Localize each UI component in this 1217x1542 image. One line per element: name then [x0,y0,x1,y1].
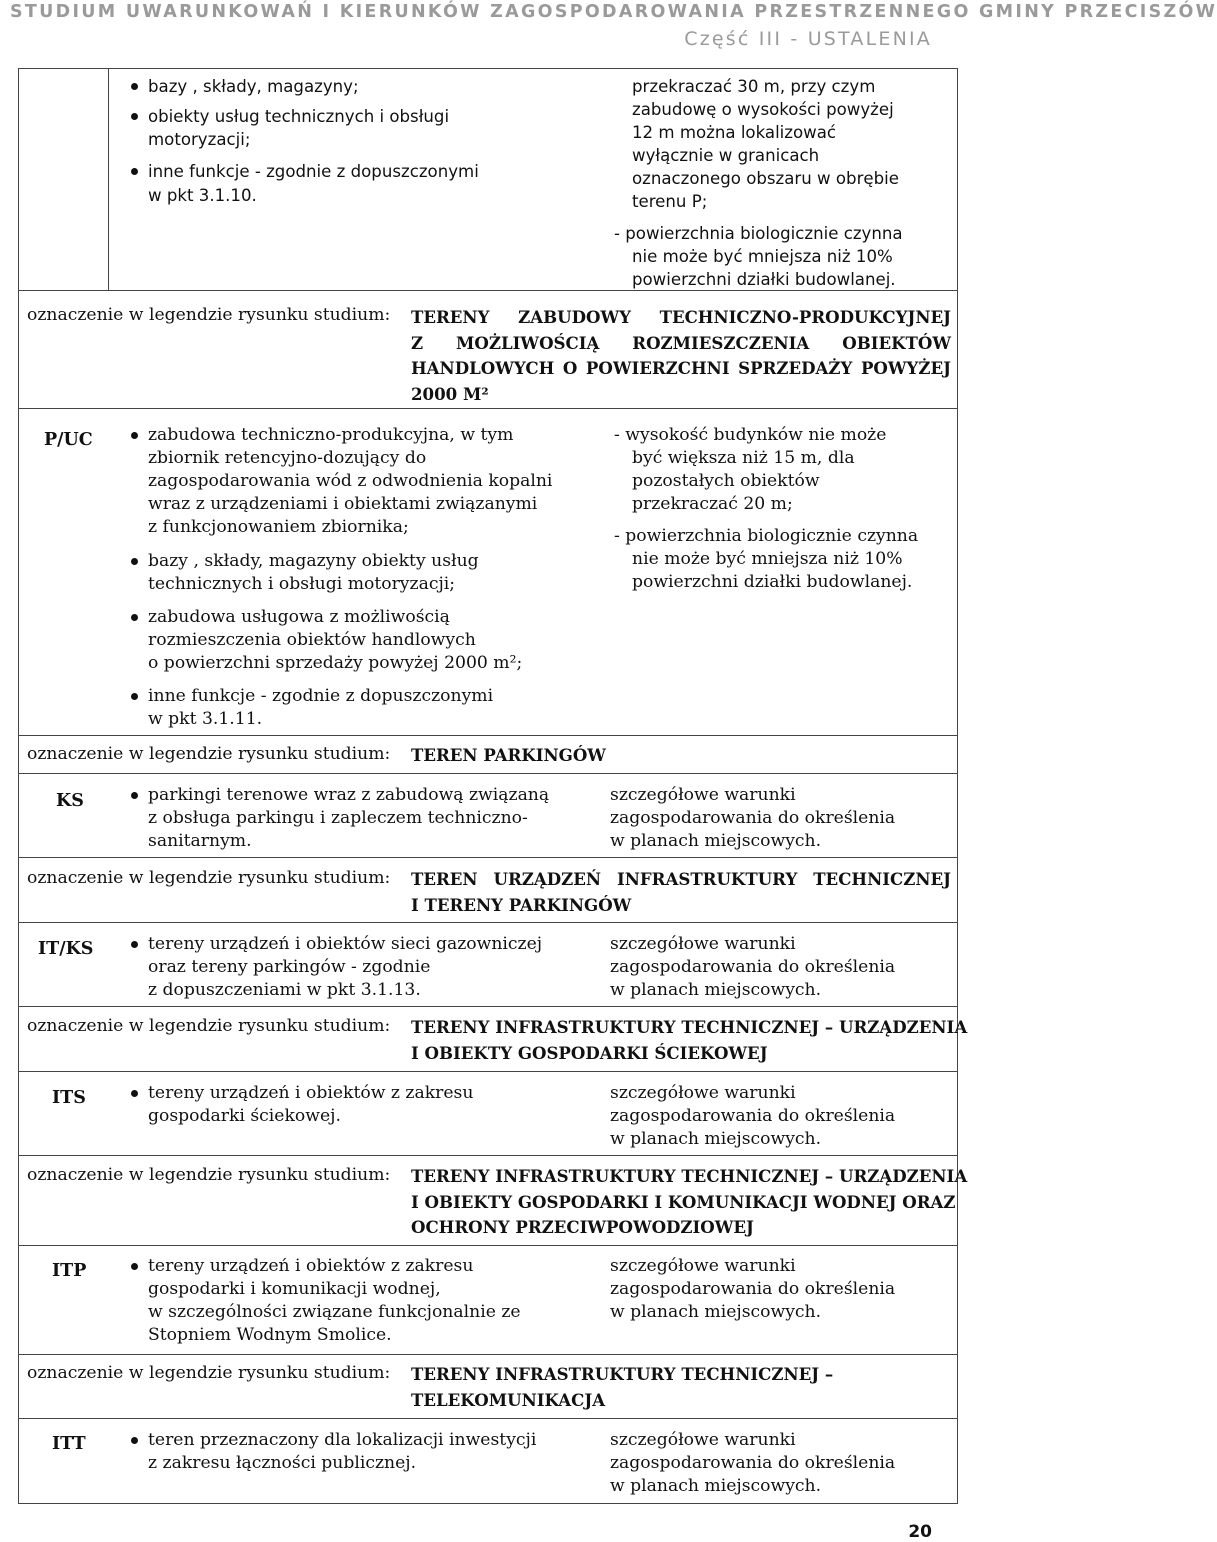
legend-prefix: oznaczenie w legendzie rysunku studium: [27,1016,391,1036]
section-title-line: TERENY INFRASTRUKTURY TECHNICZNEJ – URZĄDZENIA [411,1166,968,1186]
bullet-line: tereny urządzeń i obiektów sieci gazowniczej [148,934,543,954]
top-bullet-line: obiekty usług technicznych i obsługi [148,107,450,126]
section-title [411,1362,951,1413]
top-right-line: 12 m można lokalizować [632,123,837,142]
section-rule [18,1354,958,1355]
bullet-line: z obsługa parkingu i zapleczem techniczno- [148,808,528,828]
top-right-line: nie może być mniejsza niż 10% [632,247,893,266]
condition-line: powierzchni działki budowlanej. [632,572,913,592]
condition-line: szczegółowe warunki [610,934,796,954]
section-header-rule [18,1245,958,1246]
bullet-icon [131,614,138,621]
section-title-line: TERENY INFRASTRUKTURY TECHNICZNEJ – [411,1364,834,1384]
bullet-icon [131,693,138,700]
section-title-line: Z MOŻLIWOŚCIĄ ROZMIESZCZENIA OBIEKTÓW [411,332,951,353]
bullet-icon [131,1263,138,1270]
section-1-header-rule [18,408,958,409]
condition-line: być większa niż 15 m, dla [632,448,855,468]
condition-line: w planach miejscowych. [610,980,822,1000]
bullet-line: zabudowa techniczno-produkcyjna, w tym [148,425,514,445]
bullet-line: z funkcjonowaniem zbiornika; [148,517,409,537]
zone-symbol: ITT [52,1434,86,1454]
bullet-icon [131,168,138,175]
condition-line: szczegółowe warunki [610,1256,796,1276]
condition-line: pozostałych obiektów [632,471,820,491]
condition-line: szczegółowe warunki [610,785,796,805]
document-header-title: STUDIUM UWARUNKOWAŃ I KIERUNKÓW ZAGOSPODAROWANIA PRZESTRZENNEGO GMINY PRZECISZÓW [10,2,1217,22]
zone-symbol: ITS [52,1088,86,1108]
condition-line: zagospodarowania do określenia [610,1279,896,1299]
zone-symbol: ITP [52,1261,87,1281]
top-bullet-line: w pkt 3.1.10. [148,186,257,205]
bullet-line: inne funkcje - zgodnie z dopuszczonymi [148,686,494,706]
condition-line: w planach miejscowych. [610,1129,822,1149]
bullet-line: w pkt 3.1.11. [148,709,263,729]
condition-line: - powierzchnia biologicznie czynna [614,526,919,546]
section-title-line: I OBIEKTY GOSPODARKI ŚCIEKOWEJ [411,1042,768,1063]
section-title [411,867,951,918]
bullet-line: parkingi terenowe wraz z zabudową związaną [148,785,550,805]
top-right-line: wyłącznie w granicach [632,146,820,165]
section-header-rule [18,1071,958,1072]
bullet-line: gospodarki i komunikacji wodnej, [148,1279,441,1299]
bullet-line: teren przeznaczony dla lokalizacji inwestycji [148,1430,537,1450]
section-title-line: TERENY ZABUDOWY TECHNICZNO-PRODUKCYJNEJ [411,307,951,327]
zone-symbol: P/UC [44,430,93,450]
bullet-icon [131,113,138,120]
zone-symbol: KS [56,791,84,811]
bullet-line: z dopuszczeniami w pkt 3.1.13. [148,980,421,1000]
top-right-line: oznaczonego obszaru w obrębie [632,169,899,188]
legend-prefix: oznaczenie w legendzie rysunku studium: [27,868,391,888]
top-bullet-line: motoryzacji; [148,130,251,149]
bullet-line: zabudowa usługowa z możliwością [148,607,450,627]
section-title [411,743,951,769]
section-title-line: TELEKOMUNIKACJA [411,1389,606,1410]
bullet-icon [131,1437,138,1444]
top-right-line: zabudowę o wysokości powyżej [632,100,894,119]
bullet-icon [131,558,138,565]
top-block-divider [108,68,109,290]
section-title-line: TEREN URZĄDZEŃ INFRASTRUKTURY TECHNICZNEJ [411,869,951,889]
bullet-line: Stopniem Wodnym Smolice. [148,1325,392,1345]
bullet-line: technicznych i obsługi motoryzacji; [148,574,456,594]
document-header-part: Część III - USTALENIA [684,28,932,50]
condition-line: zagospodarowania do określenia [610,808,896,828]
page-number: 20 [908,1522,932,1542]
condition-line: w planach miejscowych. [610,1302,822,1322]
bullet-icon [131,941,138,948]
bullet-icon [131,83,138,90]
condition-line: zagospodarowania do określenia [610,957,896,977]
top-right-line: przekraczać 30 m, przy czym [632,77,876,96]
section-title-line: OCHRONY PRZECIWPOWODZIOWEJ [411,1217,754,1237]
condition-line: w planach miejscowych. [610,831,822,851]
bullet-line: w szczególności związane funkcjonalnie ze [148,1302,521,1322]
section-title-line: 2000 M² [411,383,489,404]
section-rule [18,1006,958,1007]
section-title-line: TEREN PARKINGÓW [411,745,606,765]
bullet-line: bazy , składy, magazyny obiekty usług [148,551,479,571]
top-bullet-line: inne funkcje - zgodnie z dopuszczonymi [148,162,479,181]
top-right-line: powierzchni działki budowlanej. [632,270,896,289]
section-title [411,1015,968,1066]
condition-line: szczegółowe warunki [610,1430,796,1450]
section-rule [18,1155,958,1156]
bullet-line: zagospodarowania wód z odwodnienia kopalni [148,471,553,491]
section-title-line: I OBIEKTY GOSPODARKI I KOMUNIKACJI WODNEJ ORAZ [411,1191,956,1212]
section-title-line: HANDLOWYCH O POWIERZCHNI SPRZEDAŻY POWYŻEJ [411,358,951,378]
section-rule [18,735,958,736]
condition-line: nie może być mniejsza niż 10% [632,549,903,569]
condition-line: zagospodarowania do określenia [610,1453,896,1473]
bullet-line: z zakresu łączności publicznej. [148,1453,417,1473]
top-bullet-line: bazy , składy, magazyny; [148,77,359,96]
section-title [411,1164,968,1241]
condition-line: zagospodarowania do określenia [610,1106,896,1126]
section-header-rule [18,773,958,774]
legend-prefix: oznaczenie w legendzie rysunku studium: [27,1363,391,1383]
bullet-line: o powierzchni sprzedaży powyżej 2000 m²; [148,653,523,673]
condition-line: w planach miejscowych. [610,1476,822,1496]
bullet-icon [131,792,138,799]
bullet-icon [131,432,138,439]
bullet-line: zbiornik retencyjno-dozujący do [148,448,427,468]
condition-line: szczegółowe warunki [610,1083,796,1103]
bullet-line: oraz tereny parkingów - zgodnie [148,957,431,977]
legend-prefix: oznaczenie w legendzie rysunku studium: [27,744,391,764]
top-right-line: - powierzchnia biologicznie czynna [614,224,903,243]
condition-line: przekraczać 20 m; [632,494,793,514]
zone-symbol: IT/KS [38,939,94,959]
section-title [411,305,951,407]
section-title-line: I TERENY PARKINGÓW [411,894,632,915]
legend-prefix: oznaczenie w legendzie rysunku studium: [27,305,391,325]
bullet-icon [131,1090,138,1097]
section-header-rule [18,922,958,923]
bullet-line: gospodarki ściekowej. [148,1106,341,1126]
section-rule [18,857,958,858]
bullet-line: tereny urządzeń i obiektów z zakresu [148,1256,474,1276]
bullet-line: tereny urządzeń i obiektów z zakresu [148,1083,474,1103]
top-right-line: terenu P; [632,192,708,211]
legend-prefix: oznaczenie w legendzie rysunku studium: [27,1165,391,1185]
bullet-line: rozmieszczenia obiektów handlowych [148,630,476,650]
section-header-rule [18,1418,958,1419]
bullet-line: sanitarnym. [148,831,252,851]
bullet-line: wraz z urządzeniami i obiektami związanymi [148,494,538,514]
section-title-line: TERENY INFRASTRUKTURY TECHNICZNEJ – URZĄDZENIA [411,1017,968,1037]
condition-line: - wysokość budynków nie może [614,425,887,445]
